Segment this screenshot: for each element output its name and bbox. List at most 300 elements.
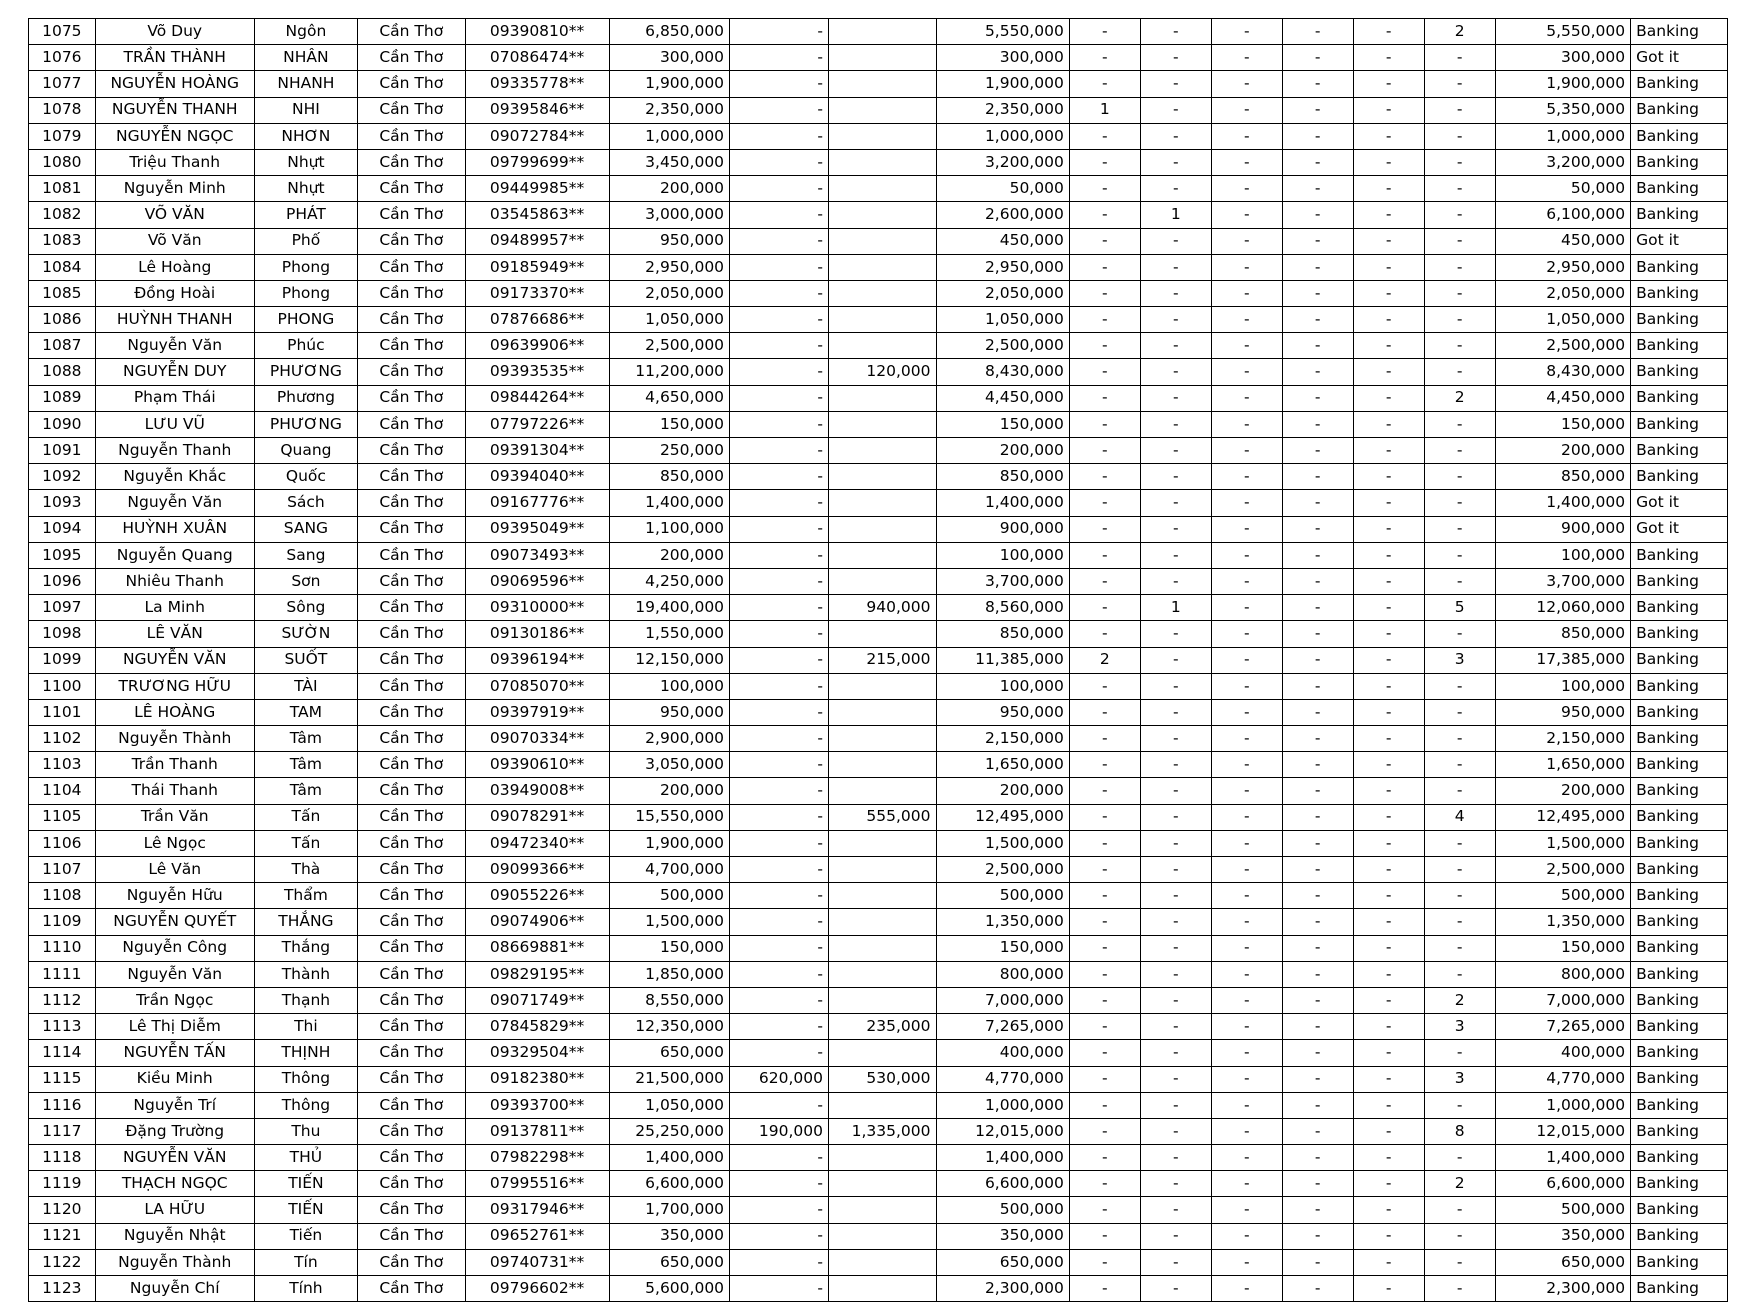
cell-g[interactable]: -	[1211, 857, 1282, 883]
cell-d[interactable]: 4,770,000	[936, 1066, 1069, 1092]
cell-a[interactable]: 4,250,000	[609, 568, 729, 594]
cell-city[interactable]: Cần Thơ	[358, 961, 466, 987]
cell-b[interactable]: -	[730, 333, 829, 359]
cell-a[interactable]: 2,050,000	[609, 280, 729, 306]
cell-h[interactable]: -	[1282, 673, 1353, 699]
cell-b[interactable]: -	[730, 280, 829, 306]
cell-k[interactable]: 7,000,000	[1495, 987, 1630, 1013]
cell-e[interactable]: -	[1069, 228, 1140, 254]
cell-city[interactable]: Cần Thơ	[358, 935, 466, 961]
cell-city[interactable]: Cần Thơ	[358, 673, 466, 699]
cell-city[interactable]: Cần Thơ	[358, 1249, 466, 1275]
cell-a[interactable]: 100,000	[609, 673, 729, 699]
cell-d[interactable]: 1,900,000	[936, 71, 1069, 97]
cell-a[interactable]: 1,050,000	[609, 307, 729, 333]
cell-j[interactable]: -	[1424, 621, 1495, 647]
cell-f[interactable]: -	[1140, 149, 1211, 175]
cell-idx[interactable]: 1114	[29, 1040, 96, 1066]
cell-b[interactable]: -	[730, 568, 829, 594]
cell-first[interactable]: Nguyễn Hữu	[95, 883, 254, 909]
cell-idx[interactable]: 1094	[29, 516, 96, 542]
cell-j[interactable]: -	[1424, 254, 1495, 280]
cell-first[interactable]: TRƯƠNG HỮU	[95, 673, 254, 699]
cell-b[interactable]: -	[730, 123, 829, 149]
cell-i[interactable]: -	[1353, 1223, 1424, 1249]
cell-phone[interactable]: 09390810**	[465, 19, 609, 45]
cell-j[interactable]: -	[1424, 280, 1495, 306]
cell-b[interactable]: -	[730, 1014, 829, 1040]
cell-phone[interactable]: 09173370**	[465, 280, 609, 306]
cell-city[interactable]: Cần Thơ	[358, 45, 466, 71]
cell-b[interactable]: -	[730, 1223, 829, 1249]
cell-k[interactable]: 7,265,000	[1495, 1014, 1630, 1040]
cell-f[interactable]: -	[1140, 621, 1211, 647]
cell-g[interactable]: -	[1211, 254, 1282, 280]
cell-c[interactable]	[828, 1040, 936, 1066]
cell-idx[interactable]: 1098	[29, 621, 96, 647]
cell-last[interactable]: Thông	[254, 1092, 357, 1118]
cell-city[interactable]: Cần Thơ	[358, 202, 466, 228]
cell-h[interactable]: -	[1282, 830, 1353, 856]
cell-i[interactable]: -	[1353, 961, 1424, 987]
cell-k[interactable]: 850,000	[1495, 464, 1630, 490]
cell-k[interactable]: 6,600,000	[1495, 1171, 1630, 1197]
cell-j[interactable]: -	[1424, 935, 1495, 961]
cell-stat[interactable]: Banking	[1631, 595, 1728, 621]
cell-e[interactable]: -	[1069, 385, 1140, 411]
cell-i[interactable]: -	[1353, 254, 1424, 280]
cell-e[interactable]: -	[1069, 621, 1140, 647]
cell-city[interactable]: Cần Thơ	[358, 359, 466, 385]
cell-k[interactable]: 2,150,000	[1495, 726, 1630, 752]
table-row[interactable]	[29, 935, 1728, 961]
cell-d[interactable]: 850,000	[936, 464, 1069, 490]
cell-a[interactable]: 650,000	[609, 1040, 729, 1066]
table-row[interactable]	[29, 123, 1728, 149]
cell-i[interactable]: -	[1353, 987, 1424, 1013]
cell-c[interactable]	[828, 71, 936, 97]
cell-city[interactable]: Cần Thơ	[358, 909, 466, 935]
cell-j[interactable]: 2	[1424, 987, 1495, 1013]
cell-first[interactable]: Đặng Trường	[95, 1118, 254, 1144]
cell-city[interactable]: Cần Thơ	[358, 254, 466, 280]
cell-f[interactable]: -	[1140, 961, 1211, 987]
cell-k[interactable]: 300,000	[1495, 45, 1630, 71]
cell-last[interactable]: TIẾN	[254, 1197, 357, 1223]
table-row[interactable]	[29, 202, 1728, 228]
cell-a[interactable]: 950,000	[609, 699, 729, 725]
cell-c[interactable]	[828, 1197, 936, 1223]
cell-c[interactable]: 120,000	[828, 359, 936, 385]
cell-d[interactable]: 3,700,000	[936, 568, 1069, 594]
cell-city[interactable]: Cần Thơ	[358, 1197, 466, 1223]
cell-phone[interactable]: 07797226**	[465, 411, 609, 437]
cell-a[interactable]: 11,200,000	[609, 359, 729, 385]
cell-h[interactable]: -	[1282, 1276, 1353, 1302]
cell-phone[interactable]: 09185949**	[465, 254, 609, 280]
cell-a[interactable]: 200,000	[609, 542, 729, 568]
table-row[interactable]	[29, 385, 1728, 411]
table-row[interactable]	[29, 45, 1728, 71]
table-row[interactable]	[29, 883, 1728, 909]
cell-h[interactable]: -	[1282, 647, 1353, 673]
cell-city[interactable]: Cần Thơ	[358, 333, 466, 359]
cell-f[interactable]: -	[1140, 1249, 1211, 1275]
cell-d[interactable]: 150,000	[936, 411, 1069, 437]
cell-d[interactable]: 650,000	[936, 1249, 1069, 1275]
cell-last[interactable]: THỦ	[254, 1145, 357, 1171]
cell-c[interactable]	[828, 123, 936, 149]
cell-f[interactable]: -	[1140, 909, 1211, 935]
cell-h[interactable]: -	[1282, 202, 1353, 228]
cell-k[interactable]: 5,550,000	[1495, 19, 1630, 45]
cell-i[interactable]: -	[1353, 228, 1424, 254]
cell-a[interactable]: 6,600,000	[609, 1171, 729, 1197]
cell-j[interactable]: -	[1424, 699, 1495, 725]
table-row[interactable]	[29, 411, 1728, 437]
cell-phone[interactable]: 03949008**	[465, 778, 609, 804]
table-row[interactable]	[29, 359, 1728, 385]
cell-h[interactable]: -	[1282, 1171, 1353, 1197]
table-row[interactable]	[29, 673, 1728, 699]
cell-g[interactable]: -	[1211, 987, 1282, 1013]
cell-first[interactable]: Nguyễn Nhật	[95, 1223, 254, 1249]
cell-c[interactable]	[828, 490, 936, 516]
cell-i[interactable]: -	[1353, 883, 1424, 909]
cell-stat[interactable]: Banking	[1631, 1197, 1728, 1223]
cell-stat[interactable]: Got it	[1631, 490, 1728, 516]
cell-j[interactable]: -	[1424, 1276, 1495, 1302]
cell-b[interactable]: -	[730, 857, 829, 883]
cell-phone[interactable]: 09396194**	[465, 647, 609, 673]
cell-first[interactable]: Nguyễn Văn	[95, 961, 254, 987]
cell-i[interactable]: -	[1353, 280, 1424, 306]
cell-j[interactable]: -	[1424, 909, 1495, 935]
cell-k[interactable]: 150,000	[1495, 411, 1630, 437]
cell-c[interactable]	[828, 752, 936, 778]
cell-d[interactable]: 1,050,000	[936, 307, 1069, 333]
cell-stat[interactable]: Got it	[1631, 228, 1728, 254]
cell-d[interactable]: 400,000	[936, 1040, 1069, 1066]
cell-stat[interactable]: Banking	[1631, 1092, 1728, 1118]
cell-g[interactable]: -	[1211, 726, 1282, 752]
cell-b[interactable]: -	[730, 830, 829, 856]
cell-stat[interactable]: Banking	[1631, 699, 1728, 725]
cell-first[interactable]: Trần Thanh	[95, 752, 254, 778]
cell-g[interactable]: -	[1211, 673, 1282, 699]
cell-i[interactable]: -	[1353, 1145, 1424, 1171]
cell-c[interactable]	[828, 1145, 936, 1171]
cell-i[interactable]: -	[1353, 333, 1424, 359]
cell-f[interactable]: -	[1140, 830, 1211, 856]
cell-k[interactable]: 1,650,000	[1495, 752, 1630, 778]
cell-j[interactable]: -	[1424, 516, 1495, 542]
cell-f[interactable]: -	[1140, 254, 1211, 280]
cell-f[interactable]: 1	[1140, 202, 1211, 228]
table-row[interactable]	[29, 307, 1728, 333]
cell-d[interactable]: 800,000	[936, 961, 1069, 987]
cell-stat[interactable]: Banking	[1631, 752, 1728, 778]
cell-h[interactable]: -	[1282, 490, 1353, 516]
cell-e[interactable]: -	[1069, 804, 1140, 830]
cell-e[interactable]: -	[1069, 987, 1140, 1013]
cell-stat[interactable]: Banking	[1631, 673, 1728, 699]
cell-j[interactable]: -	[1424, 1092, 1495, 1118]
cell-k[interactable]: 3,700,000	[1495, 568, 1630, 594]
cell-h[interactable]: -	[1282, 307, 1353, 333]
cell-city[interactable]: Cần Thơ	[358, 1066, 466, 1092]
cell-k[interactable]: 8,430,000	[1495, 359, 1630, 385]
cell-stat[interactable]: Banking	[1631, 1014, 1728, 1040]
cell-last[interactable]: Tín	[254, 1249, 357, 1275]
cell-c[interactable]	[828, 333, 936, 359]
cell-k[interactable]: 1,500,000	[1495, 830, 1630, 856]
cell-d[interactable]: 100,000	[936, 542, 1069, 568]
cell-d[interactable]: 1,000,000	[936, 1092, 1069, 1118]
cell-c[interactable]	[828, 149, 936, 175]
cell-e[interactable]: -	[1069, 1040, 1140, 1066]
cell-stat[interactable]: Got it	[1631, 516, 1728, 542]
cell-a[interactable]: 25,250,000	[609, 1118, 729, 1144]
cell-j[interactable]: -	[1424, 123, 1495, 149]
cell-i[interactable]: -	[1353, 1040, 1424, 1066]
cell-last[interactable]: TIẾN	[254, 1171, 357, 1197]
table-row[interactable]	[29, 804, 1728, 830]
cell-c[interactable]	[828, 883, 936, 909]
cell-idx[interactable]: 1123	[29, 1276, 96, 1302]
table-row[interactable]	[29, 1197, 1728, 1223]
table-row[interactable]	[29, 1276, 1728, 1302]
cell-idx[interactable]: 1104	[29, 778, 96, 804]
cell-h[interactable]: -	[1282, 1223, 1353, 1249]
cell-c[interactable]	[828, 438, 936, 464]
cell-stat[interactable]: Banking	[1631, 1066, 1728, 1092]
cell-k[interactable]: 850,000	[1495, 621, 1630, 647]
cell-a[interactable]: 2,900,000	[609, 726, 729, 752]
cell-e[interactable]: -	[1069, 254, 1140, 280]
cell-last[interactable]: PHÁT	[254, 202, 357, 228]
cell-c[interactable]	[828, 176, 936, 202]
cell-h[interactable]: -	[1282, 909, 1353, 935]
cell-k[interactable]: 5,350,000	[1495, 97, 1630, 123]
cell-e[interactable]: -	[1069, 19, 1140, 45]
table-row[interactable]	[29, 438, 1728, 464]
cell-g[interactable]: -	[1211, 752, 1282, 778]
cell-g[interactable]: -	[1211, 228, 1282, 254]
cell-last[interactable]: Quốc	[254, 464, 357, 490]
cell-stat[interactable]: Banking	[1631, 123, 1728, 149]
cell-h[interactable]: -	[1282, 935, 1353, 961]
cell-phone[interactable]: 09796602**	[465, 1276, 609, 1302]
cell-a[interactable]: 1,550,000	[609, 621, 729, 647]
cell-i[interactable]: -	[1353, 176, 1424, 202]
cell-g[interactable]: -	[1211, 909, 1282, 935]
cell-last[interactable]: THỊNH	[254, 1040, 357, 1066]
table-row[interactable]	[29, 176, 1728, 202]
cell-h[interactable]: -	[1282, 228, 1353, 254]
cell-first[interactable]: Lê Ngọc	[95, 830, 254, 856]
cell-city[interactable]: Cần Thơ	[358, 490, 466, 516]
cell-first[interactable]: THẠCH NGỌC	[95, 1171, 254, 1197]
cell-c[interactable]	[828, 202, 936, 228]
cell-f[interactable]: -	[1140, 647, 1211, 673]
cell-d[interactable]: 1,350,000	[936, 909, 1069, 935]
cell-idx[interactable]: 1099	[29, 647, 96, 673]
cell-g[interactable]: -	[1211, 176, 1282, 202]
cell-b[interactable]: -	[730, 19, 829, 45]
cell-stat[interactable]: Banking	[1631, 935, 1728, 961]
cell-idx[interactable]: 1105	[29, 804, 96, 830]
cell-city[interactable]: Cần Thơ	[358, 1118, 466, 1144]
cell-h[interactable]: -	[1282, 568, 1353, 594]
cell-h[interactable]: -	[1282, 438, 1353, 464]
cell-b[interactable]: 620,000	[730, 1066, 829, 1092]
cell-b[interactable]: -	[730, 1276, 829, 1302]
cell-idx[interactable]: 1080	[29, 149, 96, 175]
cell-e[interactable]: -	[1069, 464, 1140, 490]
cell-idx[interactable]: 1116	[29, 1092, 96, 1118]
table-row[interactable]	[29, 280, 1728, 306]
cell-first[interactable]: Trần Ngọc	[95, 987, 254, 1013]
cell-e[interactable]: -	[1069, 307, 1140, 333]
cell-k[interactable]: 400,000	[1495, 1040, 1630, 1066]
cell-c[interactable]	[828, 1092, 936, 1118]
cell-d[interactable]: 12,495,000	[936, 804, 1069, 830]
cell-city[interactable]: Cần Thơ	[358, 71, 466, 97]
cell-j[interactable]: 8	[1424, 1118, 1495, 1144]
cell-e[interactable]: -	[1069, 71, 1140, 97]
table-row[interactable]	[29, 699, 1728, 725]
cell-d[interactable]: 2,300,000	[936, 1276, 1069, 1302]
cell-c[interactable]	[828, 778, 936, 804]
cell-h[interactable]: -	[1282, 1040, 1353, 1066]
cell-idx[interactable]: 1087	[29, 333, 96, 359]
cell-a[interactable]: 200,000	[609, 176, 729, 202]
table-row[interactable]	[29, 1092, 1728, 1118]
cell-last[interactable]: NHI	[254, 97, 357, 123]
cell-first[interactable]: Thái Thanh	[95, 778, 254, 804]
cell-b[interactable]: -	[730, 1092, 829, 1118]
cell-city[interactable]: Cần Thơ	[358, 149, 466, 175]
cell-j[interactable]: 3	[1424, 647, 1495, 673]
cell-j[interactable]: 2	[1424, 1171, 1495, 1197]
cell-city[interactable]: Cần Thơ	[358, 595, 466, 621]
cell-i[interactable]: -	[1353, 595, 1424, 621]
cell-last[interactable]: PHƯƠNG	[254, 411, 357, 437]
cell-stat[interactable]: Banking	[1631, 1249, 1728, 1275]
cell-d[interactable]: 500,000	[936, 883, 1069, 909]
cell-f[interactable]: -	[1140, 1145, 1211, 1171]
cell-phone[interactable]: 08669881**	[465, 935, 609, 961]
cell-h[interactable]: -	[1282, 1197, 1353, 1223]
cell-b[interactable]: -	[730, 909, 829, 935]
cell-idx[interactable]: 1082	[29, 202, 96, 228]
cell-phone[interactable]: 07086474**	[465, 45, 609, 71]
cell-d[interactable]: 500,000	[936, 1197, 1069, 1223]
cell-city[interactable]: Cần Thơ	[358, 123, 466, 149]
cell-g[interactable]: -	[1211, 1223, 1282, 1249]
cell-e[interactable]: -	[1069, 1197, 1140, 1223]
cell-first[interactable]: Nguyễn Khắc	[95, 464, 254, 490]
cell-city[interactable]: Cần Thơ	[358, 1014, 466, 1040]
cell-i[interactable]: -	[1353, 516, 1424, 542]
cell-g[interactable]: -	[1211, 699, 1282, 725]
cell-j[interactable]: 3	[1424, 1066, 1495, 1092]
cell-j[interactable]: -	[1424, 857, 1495, 883]
cell-idx[interactable]: 1108	[29, 883, 96, 909]
cell-first[interactable]: Lê Văn	[95, 857, 254, 883]
cell-city[interactable]: Cần Thơ	[358, 647, 466, 673]
table-row[interactable]	[29, 254, 1728, 280]
cell-stat[interactable]: Banking	[1631, 71, 1728, 97]
cell-stat[interactable]: Got it	[1631, 45, 1728, 71]
cell-a[interactable]: 4,700,000	[609, 857, 729, 883]
cell-j[interactable]: -	[1424, 752, 1495, 778]
cell-phone[interactable]: 09652761**	[465, 1223, 609, 1249]
cell-stat[interactable]: Banking	[1631, 1171, 1728, 1197]
cell-f[interactable]: -	[1140, 333, 1211, 359]
cell-first[interactable]: NGUYỄN VĂN	[95, 1145, 254, 1171]
cell-a[interactable]: 12,150,000	[609, 647, 729, 673]
table-row[interactable]	[29, 490, 1728, 516]
cell-first[interactable]: NGUYỄN QUYẾT	[95, 909, 254, 935]
cell-last[interactable]: Thành	[254, 961, 357, 987]
cell-e[interactable]: -	[1069, 542, 1140, 568]
cell-stat[interactable]: Banking	[1631, 830, 1728, 856]
cell-first[interactable]: LA HỮU	[95, 1197, 254, 1223]
cell-last[interactable]: Nhựt	[254, 176, 357, 202]
cell-c[interactable]	[828, 909, 936, 935]
cell-k[interactable]: 350,000	[1495, 1223, 1630, 1249]
cell-k[interactable]: 100,000	[1495, 542, 1630, 568]
table-row[interactable]	[29, 333, 1728, 359]
cell-city[interactable]: Cần Thơ	[358, 542, 466, 568]
cell-phone[interactable]: 07995516**	[465, 1171, 609, 1197]
cell-phone[interactable]: 09182380**	[465, 1066, 609, 1092]
cell-k[interactable]: 1,900,000	[1495, 71, 1630, 97]
cell-a[interactable]: 300,000	[609, 45, 729, 71]
cell-last[interactable]: SUỐT	[254, 647, 357, 673]
cell-last[interactable]: Thạnh	[254, 987, 357, 1013]
cell-d[interactable]: 200,000	[936, 778, 1069, 804]
cell-j[interactable]: -	[1424, 176, 1495, 202]
cell-i[interactable]: -	[1353, 97, 1424, 123]
cell-b[interactable]: -	[730, 490, 829, 516]
cell-h[interactable]: -	[1282, 254, 1353, 280]
cell-f[interactable]: -	[1140, 699, 1211, 725]
cell-b[interactable]: -	[730, 699, 829, 725]
cell-d[interactable]: 450,000	[936, 228, 1069, 254]
cell-k[interactable]: 4,450,000	[1495, 385, 1630, 411]
cell-a[interactable]: 150,000	[609, 935, 729, 961]
cell-g[interactable]: -	[1211, 778, 1282, 804]
table-row[interactable]	[29, 516, 1728, 542]
cell-stat[interactable]: Banking	[1631, 202, 1728, 228]
cell-phone[interactable]: 03545863**	[465, 202, 609, 228]
cell-stat[interactable]: Banking	[1631, 883, 1728, 909]
cell-i[interactable]: -	[1353, 804, 1424, 830]
cell-a[interactable]: 1,900,000	[609, 71, 729, 97]
cell-b[interactable]: -	[730, 202, 829, 228]
cell-e[interactable]: -	[1069, 1276, 1140, 1302]
cell-f[interactable]: -	[1140, 726, 1211, 752]
cell-idx[interactable]: 1117	[29, 1118, 96, 1144]
cell-a[interactable]: 21,500,000	[609, 1066, 729, 1092]
cell-first[interactable]: NGUYỄN HOÀNG	[95, 71, 254, 97]
cell-a[interactable]: 1,700,000	[609, 1197, 729, 1223]
cell-stat[interactable]: Banking	[1631, 987, 1728, 1013]
cell-k[interactable]: 900,000	[1495, 516, 1630, 542]
